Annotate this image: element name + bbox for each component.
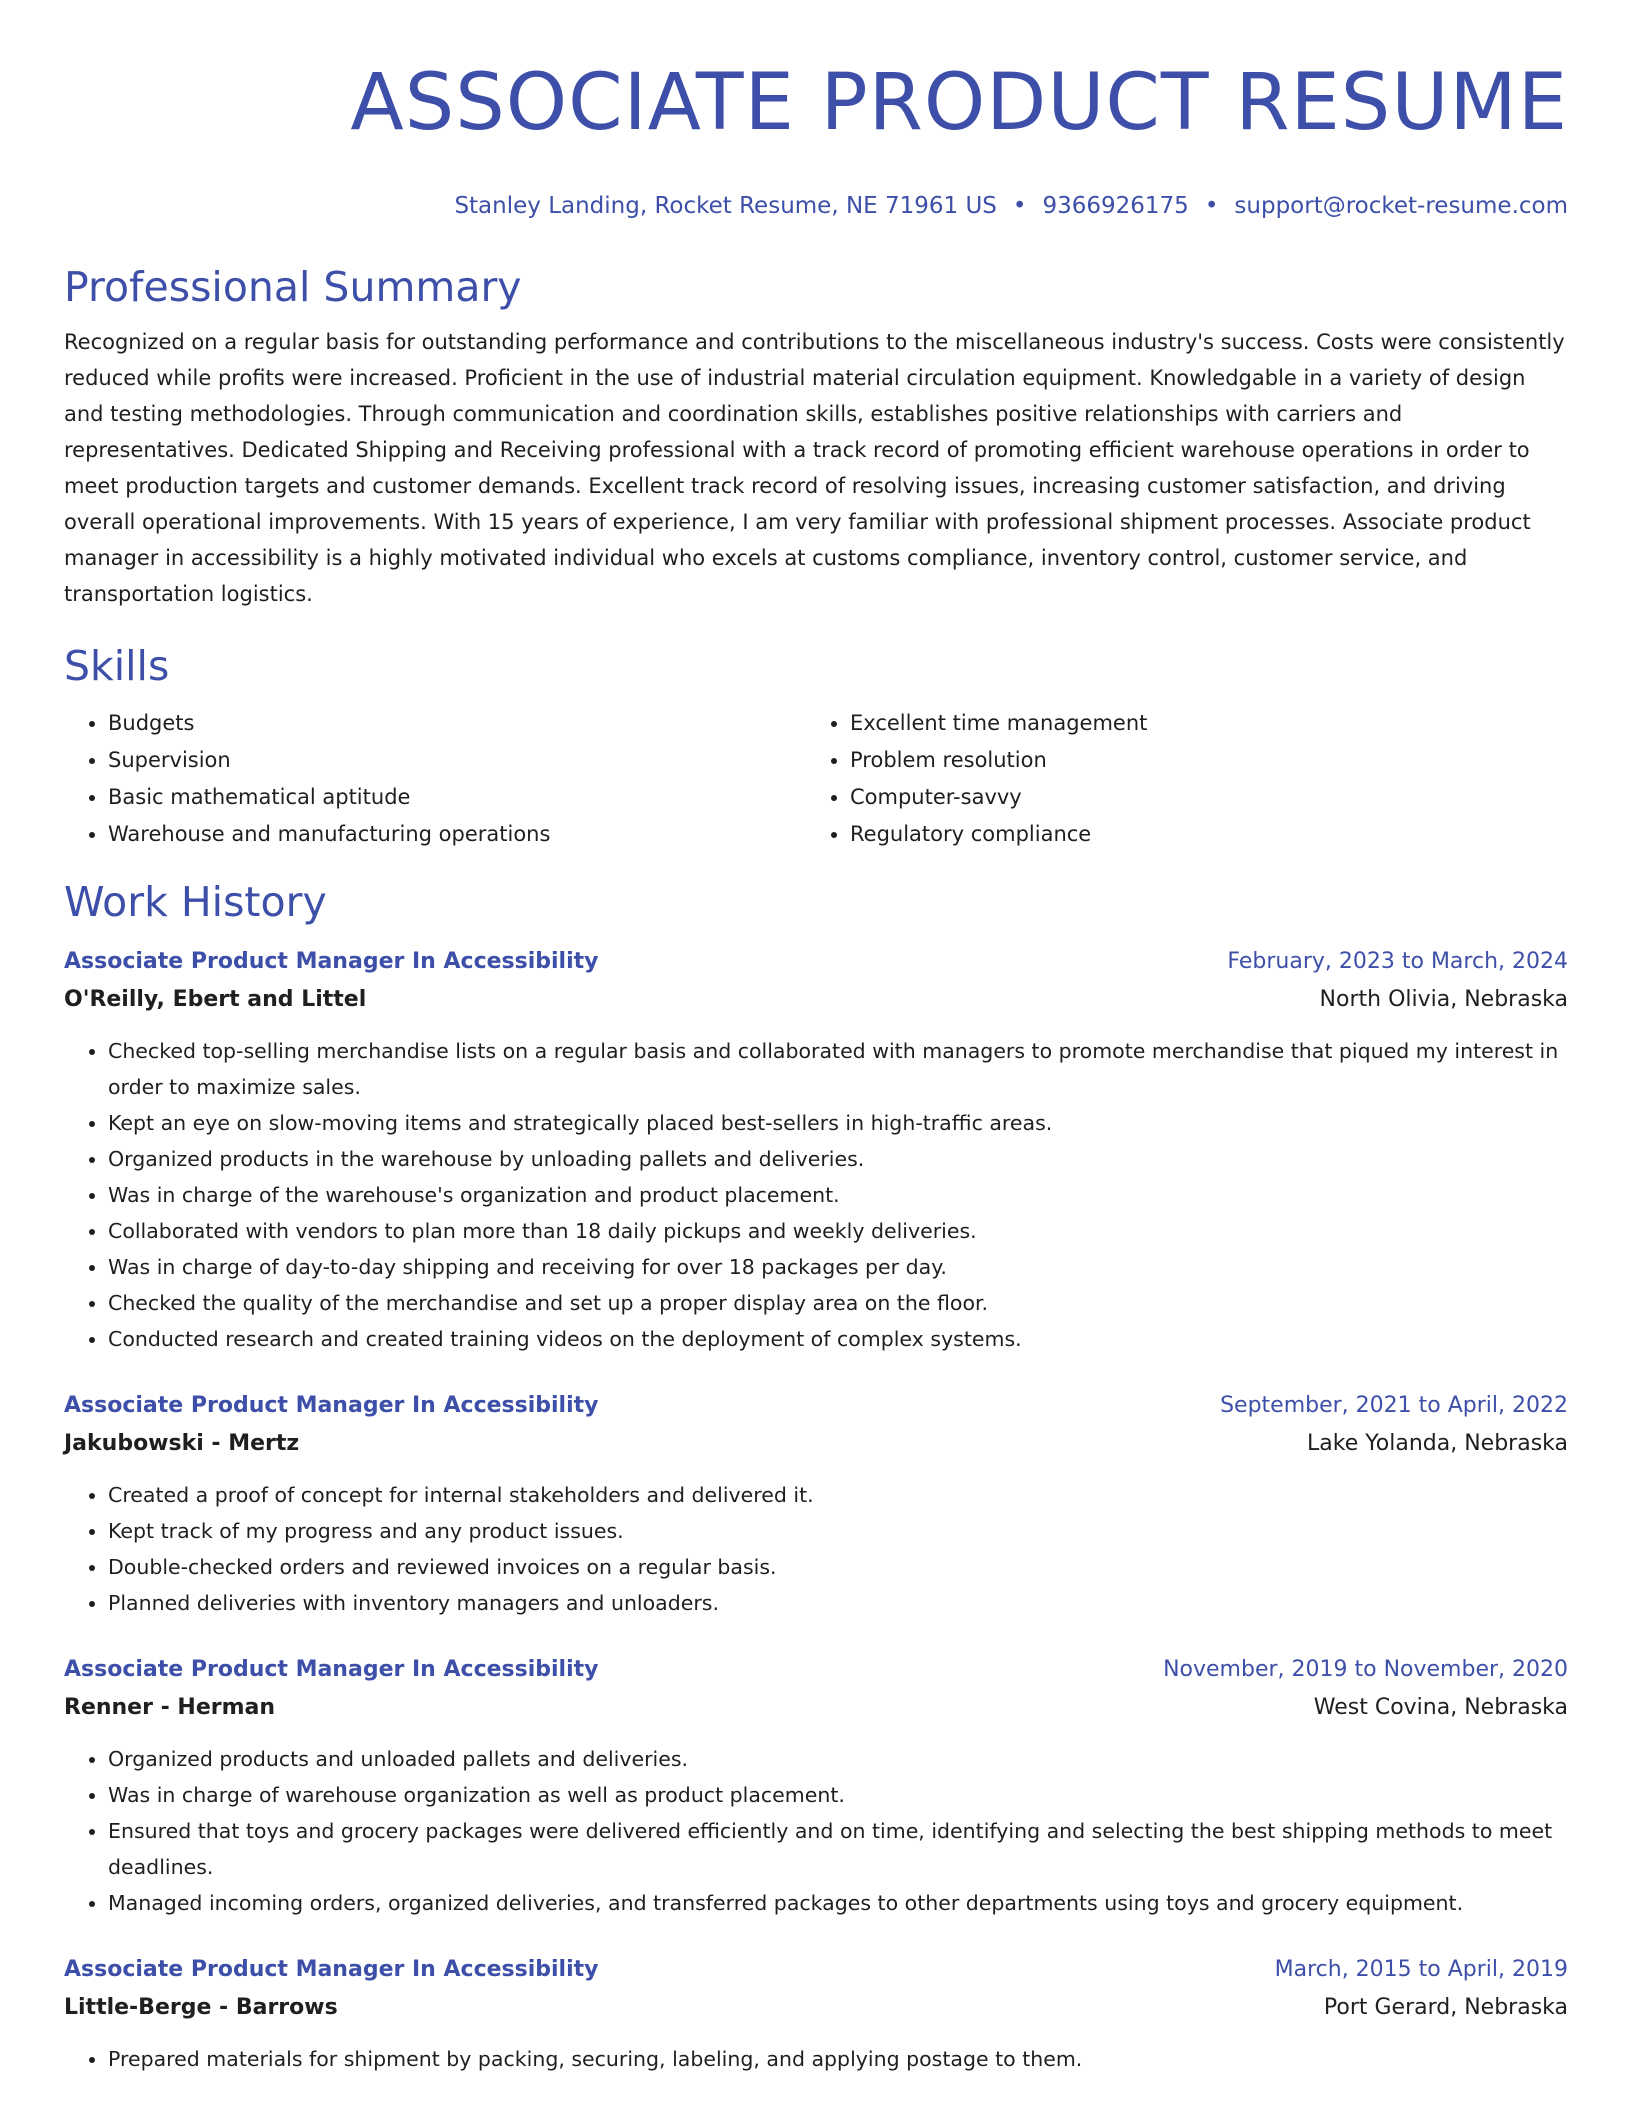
contact-address: Stanley Landing, Rocket Resume, NE 71961 US — [454, 193, 997, 219]
job-header-row — [64, 943, 1568, 981]
contact-line — [64, 190, 1568, 222]
job-bullet: • Managed incoming orders, organized deliveries, and transferred packages to other departments using toys and grocery equipment. — [108, 1885, 1568, 1921]
job-company-row — [64, 1989, 1568, 2027]
resume-title: ASSOCIATE PRODUCT RESUME — [350, 58, 1568, 148]
job-bullet: • Conducted research and created training videos on the deployment of complex systems. — [108, 1321, 1568, 1357]
skill-item: • Supervision — [108, 742, 806, 779]
skill-item: • Budgets — [108, 705, 806, 742]
resume-page — [64, 0, 1568, 2077]
skills-column-left — [64, 705, 806, 853]
job-company-row — [64, 1425, 1568, 1463]
contact-email: support@rocket-resume.com — [1234, 193, 1568, 219]
job-bullet: • Was in charge of warehouse organization as well as product placement. — [108, 1777, 1568, 1813]
job-bullet: • Organized products in the warehouse by unloading pallets and deliveries. — [108, 1141, 1568, 1177]
job-bullet: • Kept track of my progress and any product issues. — [108, 1513, 1568, 1549]
skills-column-right — [806, 705, 1568, 853]
job-company: Renner - Herman — [64, 1695, 276, 1720]
job-company-row — [64, 1689, 1568, 1727]
job-company-row — [64, 981, 1568, 1019]
job-bullets — [64, 2041, 1568, 2077]
job-company: Jakubowski - Mertz — [64, 1431, 300, 1456]
job-title: Associate Product Manager In Accessibility — [64, 1393, 599, 1418]
job-bullet: • Double-checked orders and reviewed invoices on a regular basis. — [108, 1549, 1568, 1585]
job-location: Port Gerard, Nebraska — [1323, 1995, 1568, 2020]
job-title: Associate Product Manager In Accessibility — [64, 949, 599, 974]
job-location: West Covina, Nebraska — [1313, 1695, 1568, 1720]
contact-separator: • — [1012, 193, 1027, 219]
skill-item: • Problem resolution — [850, 742, 1568, 779]
skills-list — [64, 705, 1568, 853]
job-company: Little-Berge - Barrows — [64, 1995, 338, 2020]
job-entry — [64, 1651, 1568, 1921]
job-bullet: • Prepared materials for shipment by packing, securing, labeling, and applying postage to them. — [108, 2041, 1568, 2077]
job-bullets — [64, 1033, 1568, 1357]
job-bullet: • Was in charge of the warehouse's organization and product placement. — [108, 1177, 1568, 1213]
job-header-row — [64, 1387, 1568, 1425]
job-entry — [64, 1387, 1568, 1621]
skill-item: • Basic mathematical aptitude — [108, 779, 806, 816]
job-bullet: • Checked top-selling merchandise lists on a regular basis and collaborated with managers to promote merchandise that piqued my interest in order to maximize sales. — [108, 1033, 1568, 1105]
skills-heading: Skills — [64, 642, 170, 690]
job-bullet: • Checked the quality of the merchandise and set up a proper display area on the floor. — [108, 1285, 1568, 1321]
job-dates: February, 2023 to March, 2024 — [1227, 949, 1568, 974]
job-dates: March, 2015 to April, 2019 — [1274, 1957, 1568, 1982]
skill-item: • Warehouse and manufacturing operations — [108, 816, 806, 853]
job-bullet: • Organized products and unloaded pallets and deliveries. — [108, 1741, 1568, 1777]
contact-separator: • — [1204, 193, 1219, 219]
job-location: Lake Yolanda, Nebraska — [1307, 1431, 1568, 1456]
summary-heading: Professional Summary — [64, 263, 522, 311]
job-header-row — [64, 1651, 1568, 1689]
job-bullet: • Kept an eye on slow-moving items and strategically placed best-sellers in high-traffic areas. — [108, 1105, 1568, 1141]
job-company: O'Reilly, Ebert and Littel — [64, 987, 367, 1012]
summary-text: Recognized on a regular basis for outstanding performance and contributions to the miscellaneous industry's success. Costs were consistently reduced while profits were increased. Proficient in the use of industrial material circulation equipment. Knowledgable in a variety of design and testing methodologies. Through communication and coordination skills, establishes positive relationships with carriers and representatives. Dedicated Shipping and Receiving professional with a track record of promoting efficient warehouse operations in order to meet production targets and customer demands. Excellent track record of resolving issues, increasing customer satisfaction, and driving overall operational improvements. With 15 years of experience, I am very familiar with professional shipment processes. Associate product manager in accessibility is a highly motivated individual who excels at customs compliance, inventory control, customer service, and transportation logistics. — [64, 330, 1565, 606]
job-dates: November, 2019 to November, 2020 — [1163, 1657, 1568, 1682]
contact-phone: 9366926175 — [1042, 193, 1189, 219]
job-bullet: • Was in charge of day-to-day shipping and receiving for over 18 packages per day. — [108, 1249, 1568, 1285]
job-title: Associate Product Manager In Accessibility — [64, 1957, 599, 1982]
job-bullets — [64, 1741, 1568, 1921]
job-dates: September, 2021 to April, 2022 — [1220, 1393, 1568, 1418]
job-bullet: • Created a proof of concept for internal stakeholders and delivered it. — [108, 1477, 1568, 1513]
job-header-row — [64, 1951, 1568, 1989]
job-bullets — [64, 1477, 1568, 1621]
job-bullet: • Planned deliveries with inventory managers and unloaders. — [108, 1585, 1568, 1621]
job-entry — [64, 1951, 1568, 2077]
job-location: North Olivia, Nebraska — [1319, 987, 1568, 1012]
job-title: Associate Product Manager In Accessibility — [64, 1657, 599, 1682]
skill-item: • Excellent time management — [850, 705, 1568, 742]
work-history-heading: Work History — [64, 878, 327, 926]
skill-item: • Regulatory compliance — [850, 816, 1568, 853]
job-bullet: • Ensured that toys and grocery packages were delivered efficiently and on time, identifying and selecting the best shipping methods to meet deadlines. — [108, 1813, 1568, 1885]
job-bullet: • Collaborated with vendors to plan more than 18 daily pickups and weekly deliveries. — [108, 1213, 1568, 1249]
job-entry — [64, 943, 1568, 1357]
skill-item: • Computer-savvy — [850, 779, 1568, 816]
